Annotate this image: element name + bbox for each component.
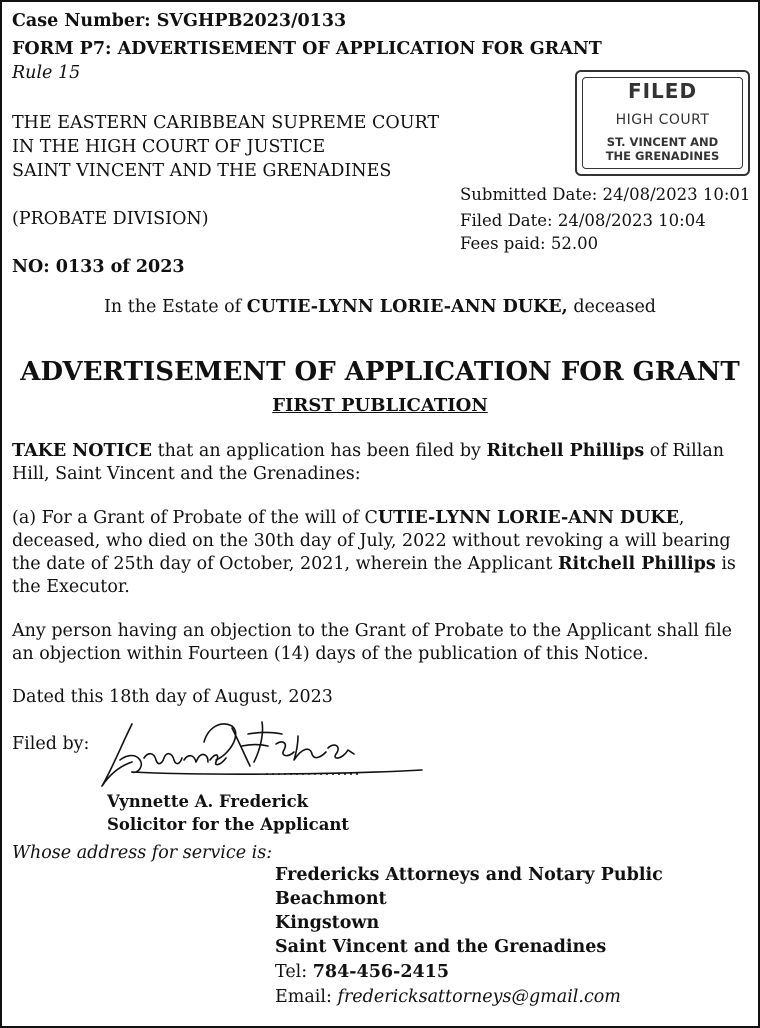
address-line-2: Kingstown: [275, 913, 380, 933]
address-intro: Whose address for service is:: [12, 843, 273, 863]
telephone-number: 784-456-2415: [312, 962, 450, 982]
court-line-1: THE EASTERN CARIBBEAN SUPREME COURT: [12, 113, 440, 133]
submitted-date: Submitted Date: 24/08/2023 10:01: [460, 185, 751, 204]
notice-paragraph-3: Any person having an objection to the Grant of Probate to the Applicant shall file an objection within Fourteen (14) days of the publication of this Notice.: [12, 621, 733, 664]
email-address: fredericksattorneys@gmail.com: [337, 987, 621, 1007]
take-notice: TAKE NOTICE: [12, 441, 152, 461]
p2-mid: , deceased, who died on the 30th day of July, 2022 without revoking a will bearing the date of 25th day of October, 2021, wherein the Applicant: [12, 508, 731, 574]
estate-suffix: deceased: [567, 297, 657, 317]
division-label: (PROBATE DIVISION): [12, 209, 209, 229]
address-line-3: Saint Vincent and the Grenadines: [275, 937, 607, 957]
publication-label: FIRST PUBLICATION: [272, 395, 488, 416]
case-number: Case Number: SVGHPB2023/0133: [12, 11, 347, 31]
address-line-1: Beachmont: [275, 889, 387, 909]
handwritten-signature: [92, 714, 432, 796]
notice-paragraph-1: [12, 440, 747, 486]
applicant-name: Ritchell Phillips: [486, 441, 645, 461]
notice-paragraph-2: [12, 507, 747, 599]
filed-by-label: Filed by:: [12, 734, 90, 754]
p2-end: is the Executor.: [12, 554, 736, 597]
firm-name: Fredericks Attorneys and Notary Public: [275, 865, 663, 885]
stamp-court-text: HIGH COURT: [615, 112, 710, 128]
deceased-name: CUTIE-LYNN LORIE-ANN DUKE,: [246, 297, 568, 317]
form-title: FORM P7: ADVERTISEMENT OF APPLICATION FOR GRANT: [12, 39, 602, 59]
rule-label: Rule 15: [12, 63, 81, 83]
telephone-line: [275, 961, 449, 983]
filed-stamp: [575, 70, 750, 176]
p1-end: of Rillan Hill, Saint Vincent and the Grenadines:: [12, 441, 725, 484]
solicitor-role: Solicitor for the Applicant: [107, 815, 350, 834]
email-line: [275, 986, 621, 1008]
notice-heading: ADVERTISEMENT OF APPLICATION FOR GRANT: [20, 357, 740, 387]
stamp-place-line-2: THE GRENADINES: [605, 149, 720, 163]
court-line-2: IN THE HIGH COURT OF JUSTICE: [12, 137, 326, 157]
tel-label: Tel:: [275, 962, 313, 982]
dated-line: Dated this 18th day of August, 2023: [12, 687, 333, 707]
p2-start: (a) For a Grant of Probate of the will of C: [12, 508, 378, 528]
filed-date: Filed Date: 24/08/2023 10:04: [460, 211, 706, 230]
stamp-place-line-1: ST. VINCENT AND: [606, 135, 719, 149]
estate-line: [2, 296, 758, 318]
solicitor-name: Vynnette A. Frederick: [107, 792, 309, 811]
executor-name: Ritchell Phillips: [558, 554, 716, 574]
deceased-name-2: UTIE-LYNN LORIE-ANN DUKE: [377, 508, 679, 528]
estate-prefix: In the Estate of: [103, 297, 247, 317]
email-label: Email:: [275, 987, 338, 1007]
case-no: NO: 0133 of 2023: [12, 257, 185, 277]
stamp-filed-text: FILED: [627, 79, 698, 103]
court-line-3: SAINT VINCENT AND THE GRENADINES: [12, 161, 392, 181]
p1-text: that an application has been filed by: [152, 441, 487, 461]
fees-paid: Fees paid: 52.00: [460, 234, 599, 253]
